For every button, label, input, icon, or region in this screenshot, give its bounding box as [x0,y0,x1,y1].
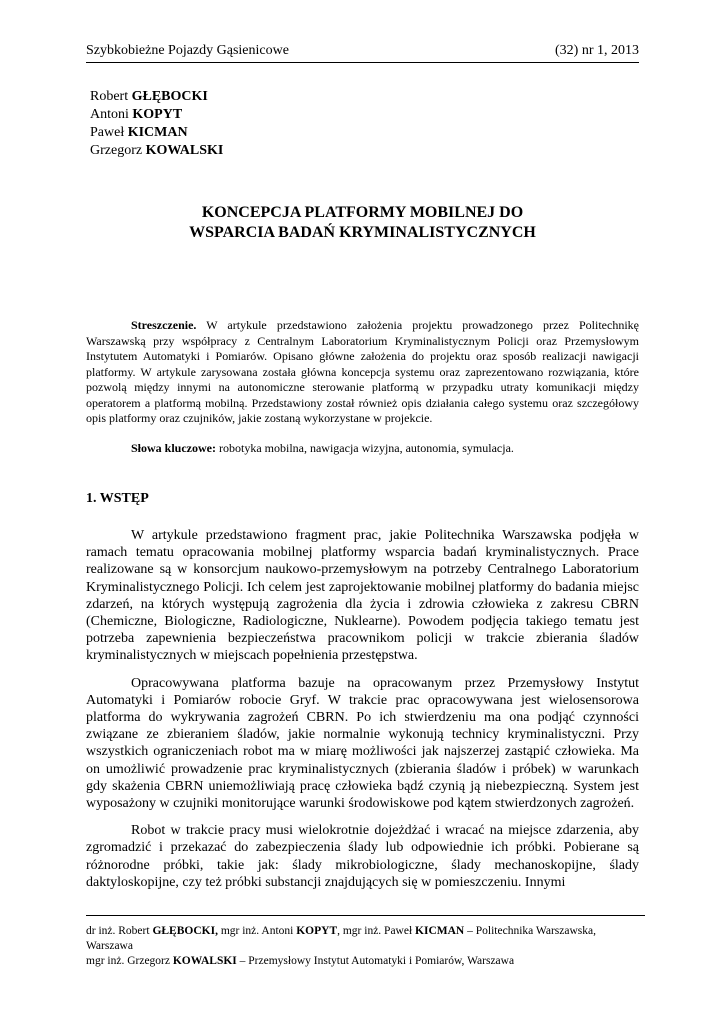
abstract-label: Streszczenie. [131,318,197,332]
header-divider [86,62,639,63]
author-list [90,88,223,160]
author: Grzegorz KOWALSKI [90,143,224,158]
keywords [86,441,639,456]
running-header [86,43,639,59]
author: Robert GŁĘBOCKI [90,89,208,104]
footnote-affiliation-2: mgr inż. Grzegorz KOWALSKI – Przemysłowy Instytut Automatyki i Pomiarów, Warszawa [86,955,515,967]
section-heading: 1. WSTĘP [86,491,149,506]
paragraph: Robot w trakcie pracy musi wielokrotnie dojeżdżać i wracać na miejsce zdarzenia, aby zgromadzić i przekazać do zabezpieczenia ślady lub odpowiednie ich próbki. Pobierane są różnorodne próbki, takie jak: ślady mikrobiologiczne, ślady mechanoskopijne, ślady daktyloskopijne, czy też próbki substancji znajdujących się w pomieszczeniu. Innymi [86,823,639,890]
keywords-text: robotyka mobilna, nawigacja wizyjna, autonomia, symulacja. [219,441,514,455]
footnote-affiliation-1: dr inż. Robert GŁĘBOCKI, mgr inż. Antoni KOPYT, mgr inż. Paweł KICMAN – Politechnika Warszawska, Warszawa [86,925,596,952]
journal-name: Szybkobieżne Pojazdy Gąsienicowe [86,43,289,58]
keywords-label: Słowa kluczowe: [131,441,216,455]
issue-number: (32) nr 1, 2013 [555,43,639,58]
abstract-text: W artykule przedstawiono założenia projektu prowadzonego przez Politechnikę Warszawską przy współpracy z Centralnym Laboratorium Kryminalistycznym Policji oraz Przemysłowym Instytutem Automatyki i Pomiarów. Opisano główne założenia do projektu oraz sposób realizacji nawigacji platformy. W artykule zarysowana została główna koncepcja systemu oraz zaprezentowano rozwiązania, które pozwolą między innymi na autonomiczne sterowanie platformą w przypadku utraty komunikacji między operatorem a platformą mobilną. Przedstawiony został również opis działania całego systemu oraz szczegółowy opis platformy oraz czujników, jakie zostaną wykorzystane w projekcie. [86,318,639,425]
footnote-divider [86,915,645,916]
paragraph: Opracowywana platforma bazuje na opracowanym przez Przemysłowy Instytut Automatyki i Pomiarów robocie Gryf. W trakcie prac opracowywana jest wielosensorowa platforma do wykrywania zagrożeń CBRN. Po ich stwierdzeniu ma ona podjąć czynności związane ze zbieraniem śladów, jakie normalnie wykonują technicy kryminalistyczni. Przy wszystkich ograniczeniach robot ma w miarę możliwości jak najszerzej zastąpić człowieka. Ma on umożliwić prowadzenie prac kryminalistycznych (zbierania śladów i próbek) w warunkach gdy skażenia CBRN uniemożliwiają pracę człowieka bądź czynią ją niebezpieczną. System jest wyposażony w czujniki monitorujące warunki środowiskowe pod kątem stwierdzonych zagrożeń. [86,675,639,812]
author: Antoni KOPYT [90,107,183,122]
title-line-1: KONCEPCJA PLATFORMY MOBILNEJ DO [201,204,524,221]
paper-title [60,203,665,243]
abstract [86,318,639,427]
author: Paweł KICMAN [90,125,188,140]
footnotes [86,924,645,969]
title-line-2: WSPARCIA BADAŃ KRYMINALISTYCZNYCH [189,224,536,241]
paragraph: W artykule przedstawiono fragment prac, jakie Politechnika Warszawska podjęła w ramach tematu opracowania mobilnej platformy wsparcia badań kryminalistycznych. Prace realizowane są w konsorcjum naukowo-przemysłowym na potrzeby Centralnego Laboratorium Kryminalistycznego Policji. Ich celem jest zaprojektowanie mobilnej platformy do badania miejsc zdarzeń, na których występują zagrożenia dla życia i zdrowia człowieka z zakresu CBRN (Chemiczne, Biologiczne, Radiologiczne, Nuklearne). Powodem podjęcia takiego tematu jest potrzeba zapewnienia bezpieczeństwa pracownikom policji w trakcie zbierania śladów kryminalistycznych w miejscach popełnienia przestępstwa. [86,528,639,664]
body-text [86,527,639,901]
